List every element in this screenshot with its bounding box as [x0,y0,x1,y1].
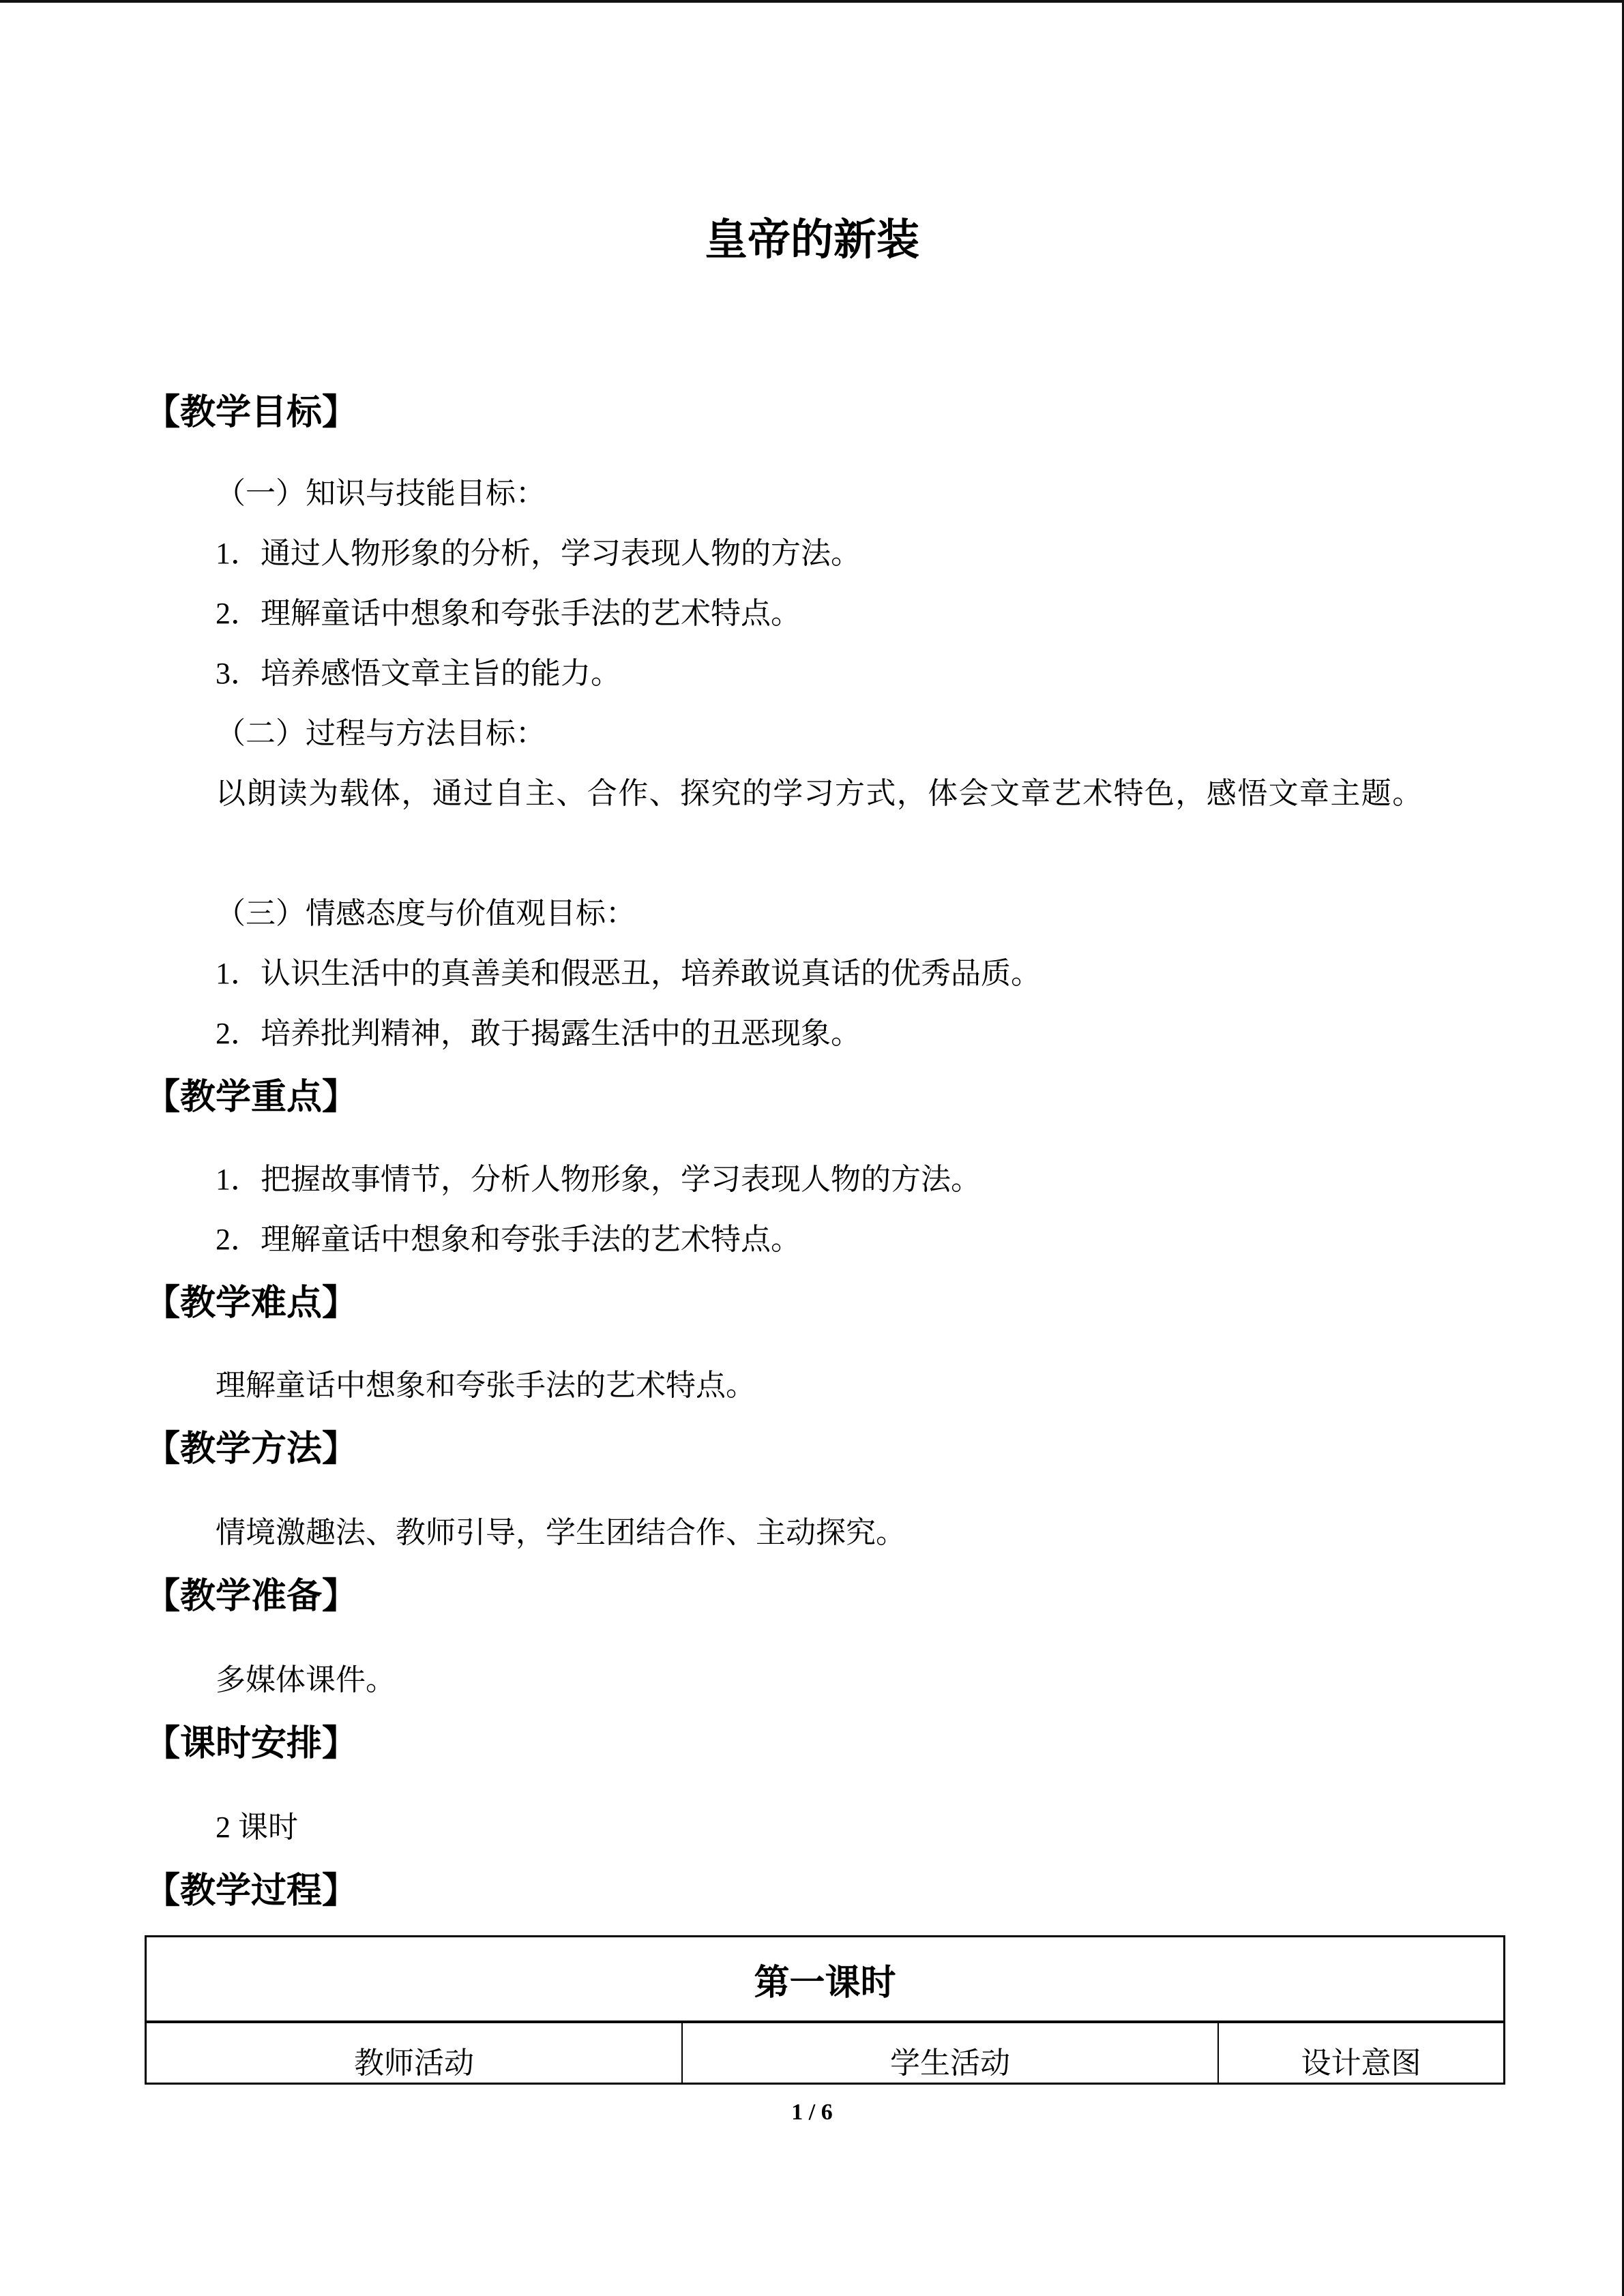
section-heading-difficulties: 【教学难点】 [145,1284,358,1323]
key-point-item: 1．把握故事情节，分析人物形象，学习表现人物的方法。 [216,1163,981,1196]
column-header-student-activity [683,2023,1219,2083]
column-header-label: 设计意图 [1301,2046,1421,2080]
column-header-label: 教师活动 [354,2046,474,2080]
goal-item: 1．通过人物形象的分析，学习表现人物的方法。 [216,537,861,570]
subheading-process-method: （二）过程与方法目标： [216,717,546,750]
section-heading-teaching-goals: 【教学目标】 [145,393,358,432]
preparation-item: 多媒体课件。 [216,1663,396,1697]
page-border-top [0,0,1624,3]
goal-item: 3．培养感悟文章主旨的能力。 [216,657,621,690]
section-heading-process: 【教学过程】 [145,1872,358,1911]
document-title: 皇帝的新装 [705,216,919,264]
method-item: 情境激趣法、教师引导，学生团结合作、主动探究。 [216,1516,906,1549]
table-header-row [147,2023,1503,2083]
table-title: 第一课时 [754,1963,896,2003]
goal-item: 1．认识生活中的真善美和假恶丑，培养敢说真话的优秀品质。 [216,957,1041,990]
key-point-item: 2．理解童话中想象和夸张手法的艺术特点。 [216,1223,801,1256]
goal-item: 2．理解童话中想象和夸张手法的艺术特点。 [216,597,801,630]
goal-item: 2．培养批判精神，敢于揭露生活中的丑恶现象。 [216,1017,861,1050]
process-method-paragraph: 以朗读为载体，通过自主、合作、探究的学习方式，体会文章艺术特色，感悟文章主题。 [216,777,1423,810]
section-heading-preparation: 【教学准备】 [145,1577,358,1616]
column-header-label: 学生活动 [890,2046,1010,2080]
column-header-design-intent [1219,2023,1503,2083]
subheading-knowledge-skills: （一）知识与技能目标： [216,477,546,510]
schedule-item: 2 课时 [216,1810,298,1844]
table-title-row [147,1937,1503,2023]
section-heading-key-points: 【教学重点】 [145,1078,358,1117]
lesson-table [145,1935,1505,2085]
section-heading-schedule: 【课时安排】 [145,1725,358,1763]
column-header-teacher-activity [147,2023,683,2083]
page-number: 1 / 6 [791,2100,833,2125]
difficulty-item: 理解童话中想象和夸张手法的艺术特点。 [216,1369,756,1402]
subheading-emotion-values: （三）情感态度与价值观目标： [216,897,636,930]
section-heading-methods: 【教学方法】 [145,1430,358,1469]
